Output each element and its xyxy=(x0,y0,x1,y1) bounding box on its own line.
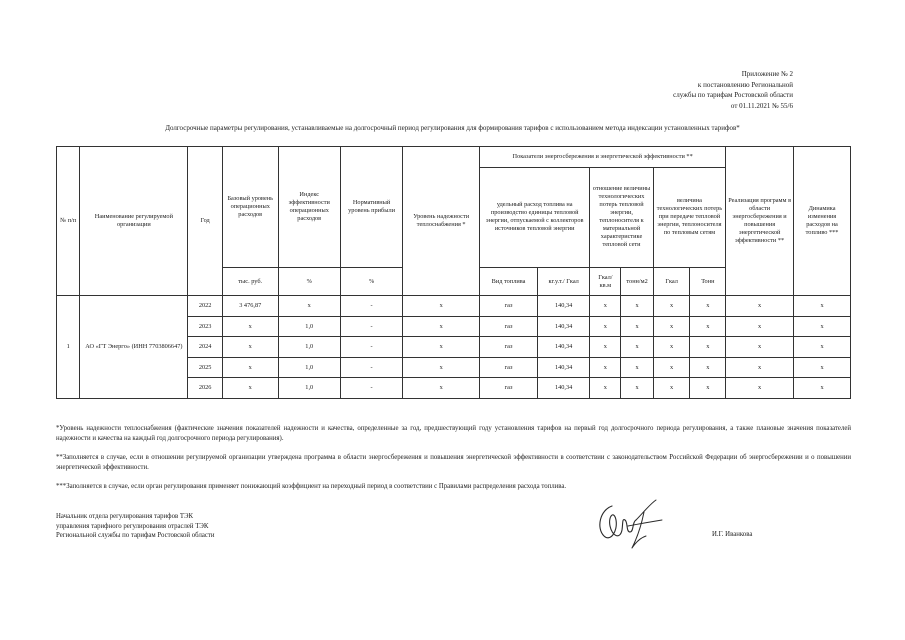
cell-r1: х xyxy=(590,378,621,399)
header-org: Наименование регулируемой организации xyxy=(80,147,188,296)
signatory-name: И.Г. Иванкова xyxy=(712,531,753,538)
cell-rate: 140,34 xyxy=(537,337,589,358)
header-normative-profit: Нормативный уровень прибыли xyxy=(340,147,402,268)
cell-base: х xyxy=(222,316,278,337)
header-reliability: Уровень надежности теплоснабжения * xyxy=(403,147,480,296)
cell-programs: х xyxy=(726,337,794,358)
row-number: 1 xyxy=(57,296,80,399)
footnotes xyxy=(56,424,851,501)
cell-fuel: газ xyxy=(480,337,538,358)
header-year: Год xyxy=(188,147,223,296)
unit-efficiency-index: % xyxy=(278,268,340,296)
cell-r2: х xyxy=(621,378,653,399)
unit-loss-ratio-b: тонн/м2 xyxy=(621,268,653,296)
cell-dynamics: х xyxy=(794,378,851,399)
cell-r4: х xyxy=(690,316,726,337)
cell-year: 2022 xyxy=(188,296,223,317)
cell-rate: 140,34 xyxy=(537,357,589,378)
unit-base-level: тыс. руб. xyxy=(222,268,278,296)
cell-rate: 140,34 xyxy=(537,316,589,337)
cell-r3: х xyxy=(653,316,690,337)
header-energy-group: Показатели энергосбережения и энергетической эффективности ** xyxy=(480,147,726,168)
unit-fuel-rate: кг.у.т./ Гкал xyxy=(537,268,589,296)
signatory-line: Начальник отдела регулирования тарифов ТЭК xyxy=(56,513,194,520)
cell-reliability: х xyxy=(403,337,480,358)
cell-index: 1,0 xyxy=(278,357,340,378)
cell-reliability: х xyxy=(403,378,480,399)
cell-base: х xyxy=(222,378,278,399)
header-programs: Реализация программ в области энергосбережения и повышения энергетической эффективности ** xyxy=(726,147,794,296)
signatory-position xyxy=(56,512,215,541)
cell-profit: - xyxy=(340,378,402,399)
cell-r4: х xyxy=(690,337,726,358)
signatory-line: Региональной службы по тарифам Ростовской области xyxy=(56,532,215,539)
unit-loss-value-b: Тонн xyxy=(690,268,726,296)
appendix-line: к постановлению Региональной xyxy=(697,80,793,89)
cell-base: х xyxy=(222,337,278,358)
cell-fuel: газ xyxy=(480,357,538,378)
unit-normative-profit: % xyxy=(340,268,402,296)
cell-profit: - xyxy=(340,316,402,337)
cell-r1: х xyxy=(590,337,621,358)
cell-programs: х xyxy=(726,296,794,317)
appendix-line: от 01.11.2021 № 55/6 xyxy=(730,101,793,110)
header-base-level: Базовый уровень операционных расходов xyxy=(222,147,278,268)
unit-loss-ratio-a: Гкал/ кв.м xyxy=(590,268,621,296)
cell-r3: х xyxy=(653,337,690,358)
cell-programs: х xyxy=(726,378,794,399)
footnote-energy-program: **Заполняется в случае, если в отношении регулируемой организации утверждена программа в области энергосбережения и повышения энергетической эффективности в соответствии с законодательством Российской Федерации об энергосбережении и о повышении энергетической эффективности. xyxy=(56,454,851,471)
cell-r1: х xyxy=(590,357,621,378)
cell-dynamics: х xyxy=(794,337,851,358)
cell-r2: х xyxy=(621,357,653,378)
cell-index: 1,0 xyxy=(278,378,340,399)
cell-r3: х xyxy=(653,296,690,317)
cell-rate: 140,34 xyxy=(537,378,589,399)
header-fuel-rate: удельный расход топлива на производство единицы тепловой энергии, отпускаемой с коллекторов источников тепловой энергии xyxy=(480,167,590,268)
cell-profit: - xyxy=(340,357,402,378)
cell-rate: 140,34 xyxy=(537,296,589,317)
cell-r4: х xyxy=(690,378,726,399)
header-num: № п/п xyxy=(57,147,80,296)
unit-loss-value-a: Гкал xyxy=(653,268,690,296)
cell-programs: х xyxy=(726,316,794,337)
cell-year: 2023 xyxy=(188,316,223,337)
cell-year: 2026 xyxy=(188,378,223,399)
appendix-line: Приложение № 2 xyxy=(741,70,793,78)
header-loss-value: величина технологических потерь при передаче тепловой энергии, теплоносителя по тепловым сетям xyxy=(653,167,725,268)
cell-dynamics: х xyxy=(794,296,851,317)
cell-index: 1,0 xyxy=(278,316,340,337)
unit-fuel-type: Вид топлива xyxy=(480,268,538,296)
header-dynamics: Динамика изменения расходов на топливо *** xyxy=(794,147,851,296)
cell-index: 1,0 xyxy=(278,337,340,358)
appendix-header xyxy=(673,69,793,111)
cell-reliability: х xyxy=(403,316,480,337)
cell-base: х xyxy=(222,357,278,378)
table-row xyxy=(57,296,851,317)
cell-r2: х xyxy=(621,296,653,317)
cell-r1: х xyxy=(590,296,621,317)
org-name: АО «ГТ Энерго» (ИНН 7703806647) xyxy=(80,296,188,399)
cell-r1: х xyxy=(590,316,621,337)
cell-base: 3 476,87 xyxy=(222,296,278,317)
cell-year: 2024 xyxy=(188,337,223,358)
cell-r3: х xyxy=(653,357,690,378)
cell-reliability: х xyxy=(403,357,480,378)
cell-dynamics: х xyxy=(794,357,851,378)
document-title: Долгосрочные параметры регулирования, устанавливаемые на долгосрочный период регулирования для формирования тарифов с использованием метода индексации установленных тарифов* xyxy=(165,124,740,132)
header-efficiency-index: Индекс эффективности операционных расходов xyxy=(278,147,340,268)
signatory-line: управления тарифного регулирования отраслей ТЭК xyxy=(56,522,209,530)
cell-fuel: газ xyxy=(480,316,538,337)
cell-index: х xyxy=(278,296,340,317)
cell-year: 2025 xyxy=(188,357,223,378)
cell-r2: х xyxy=(621,337,653,358)
footnote-reliability: *Уровень надежности теплоснабжения (фактические значения показателей надежности и качества, определенные за год, предшествующий году установления тарифов на первый год долгосрочного периода регулирования, а также плановые значения показателей надежности и качества на каждый год долгосрочного периода регулирования). xyxy=(56,425,851,442)
cell-r4: х xyxy=(690,296,726,317)
cell-fuel: газ xyxy=(480,296,538,317)
cell-dynamics: х xyxy=(794,316,851,337)
cell-profit: - xyxy=(340,296,402,317)
cell-reliability: х xyxy=(403,296,480,317)
parameters-table xyxy=(56,146,851,399)
cell-r2: х xyxy=(621,316,653,337)
handwritten-signature xyxy=(592,496,672,552)
cell-programs: х xyxy=(726,357,794,378)
cell-r3: х xyxy=(653,378,690,399)
footnote-fuel-coefficient: ***Заполняется в случае, если орган регулирования применяет понижающий коэффициент на переходный период в соответствии с Правилами распределения расхода топлива. xyxy=(56,483,567,490)
cell-profit: - xyxy=(340,337,402,358)
header-loss-ratio: отношение величины технологических потерь тепловой энергии, теплоносителя к материальной характеристике тепловой сети xyxy=(590,167,653,268)
appendix-line: службы по тарифам Ростовской области xyxy=(673,91,793,99)
cell-r4: х xyxy=(690,357,726,378)
cell-fuel: газ xyxy=(480,378,538,399)
